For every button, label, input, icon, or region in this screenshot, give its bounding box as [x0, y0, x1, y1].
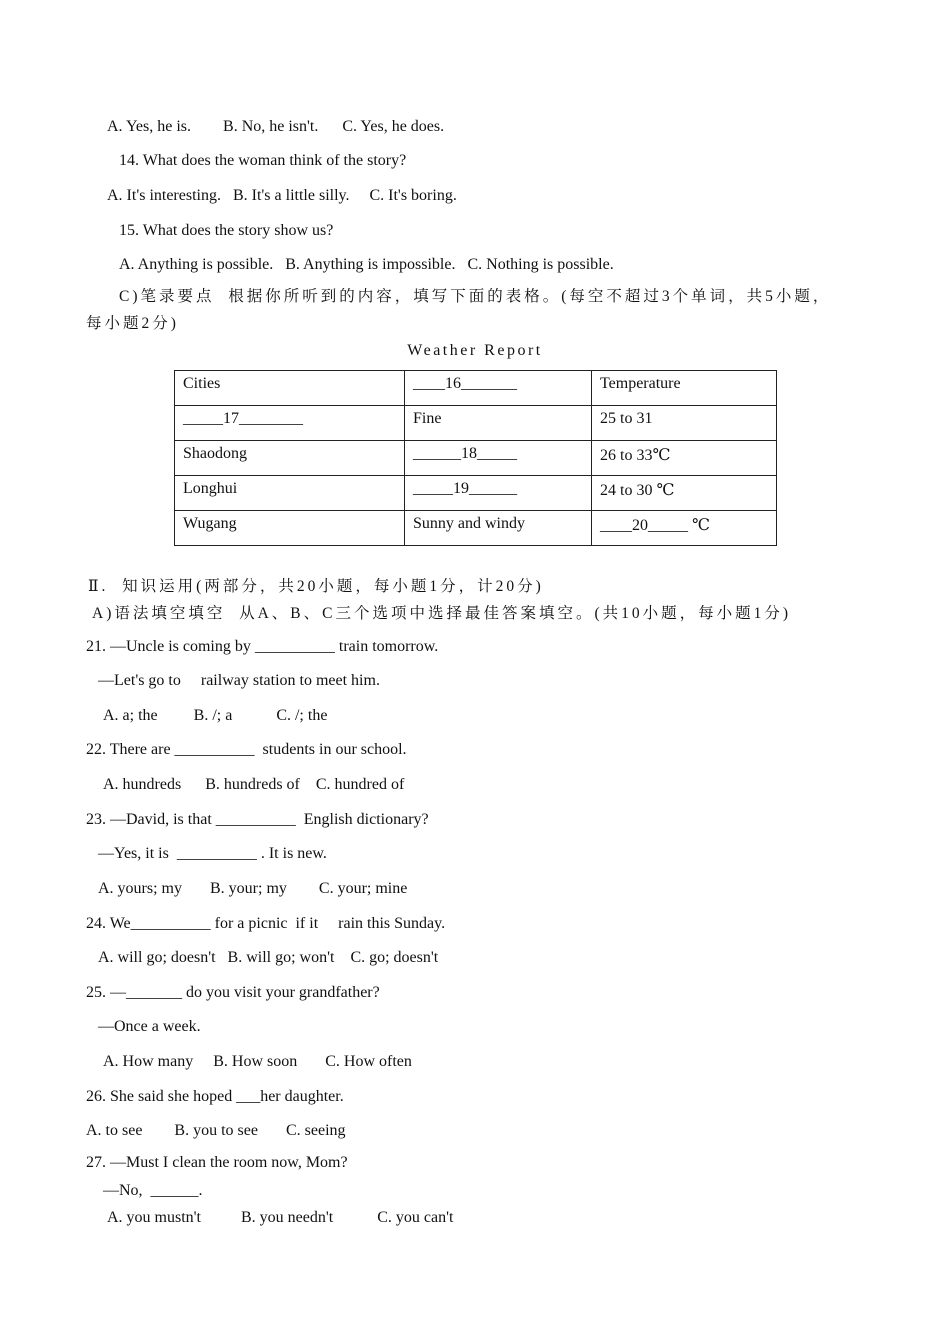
q27-line1: 27. —Must I clean the room now, Mom?: [86, 1154, 348, 1171]
weather-report-title: Weather Report: [407, 342, 543, 359]
q14-question: 14. What does the woman think of the story?: [119, 152, 407, 169]
table-row: [175, 406, 777, 441]
table-cell: _____17________: [175, 406, 405, 441]
table-cell: 24 to 30 ℃: [592, 476, 777, 511]
q15-question: 15. What does the story show us?: [119, 222, 334, 239]
q23-line1: 23. —David, is that __________ English dictionary?: [86, 811, 429, 828]
table-row: [175, 441, 777, 476]
part2-sub-a: A)语法填空填空 从A、B、C三个选项中选择最佳答案填空。(共10小题，每小题1分): [92, 605, 792, 622]
table-cell: Sunny and windy: [405, 511, 592, 546]
section-c-instruction-line2: 每小题2分): [86, 315, 179, 332]
q27-options: A. you mustn't B. you needn't C. you can't: [107, 1209, 454, 1226]
q21-options: A. a; the B. /; a C. /; the: [103, 707, 328, 724]
q22-line1: 22. There are __________ students in our school.: [86, 741, 407, 758]
q27-line2: —No, ______.: [103, 1182, 203, 1199]
part2-heading: Ⅱ. 知识运用(两部分，共20小题，每小题1分，计20分): [88, 578, 544, 595]
table-cell: _____19______: [405, 476, 592, 511]
weather-report-table: [174, 370, 777, 546]
q24-line1: 24. We__________ for a picnic if it rain this Sunday.: [86, 915, 446, 932]
table-cell: Longhui: [175, 476, 405, 511]
table-row: [175, 371, 777, 406]
table-cell: ____20_____ ℃: [592, 511, 777, 546]
q25-line2: —Once a week.: [98, 1018, 201, 1035]
section-c-instruction-line1: C)笔录要点 根据你所听到的内容，填写下面的表格。(每空不超过3个单词，共5小题，: [119, 288, 832, 305]
table-row: [175, 476, 777, 511]
q21-line2: —Let's go to railway station to meet him.: [98, 672, 380, 689]
q25-line1: 25. —_______ do you visit your grandfather?: [86, 984, 380, 1001]
q23-options: A. yours; my B. your; my C. your; mine: [98, 880, 408, 897]
q15-options: A. Anything is possible. B. Anything is impossible. C. Nothing is possible.: [119, 256, 614, 273]
q26-line1: 26. She said she hoped ___her daughter.: [86, 1088, 344, 1105]
q21-line1: 21. —Uncle is coming by __________ train tomorrow.: [86, 638, 439, 655]
table-cell: ______18_____: [405, 441, 592, 476]
q25-options: A. How many B. How soon C. How often: [103, 1053, 412, 1070]
table-cell: ____16_______: [405, 371, 592, 406]
q24-options: A. will go; doesn't B. will go; won't C. go; doesn't: [98, 949, 439, 966]
q14-options: A. It's interesting. B. It's a little silly. C. It's boring.: [107, 187, 457, 204]
table-row: [175, 511, 777, 546]
q23-line2: —Yes, it is __________ . It is new.: [98, 845, 327, 862]
table-cell: 26 to 33℃: [592, 441, 777, 476]
table-cell: Temperature: [592, 371, 777, 406]
table-cell: Wugang: [175, 511, 405, 546]
q26-options: A. to see B. you to see C. seeing: [86, 1122, 346, 1139]
q22-options: A. hundreds B. hundreds of C. hundred of: [103, 776, 405, 793]
table-cell: Fine: [405, 406, 592, 441]
q13-options: A. Yes, he is. B. No, he isn't. C. Yes, he does.: [107, 118, 445, 135]
table-cell: 25 to 31: [592, 406, 777, 441]
table-cell: Shaodong: [175, 441, 405, 476]
table-cell: Cities: [175, 371, 405, 406]
